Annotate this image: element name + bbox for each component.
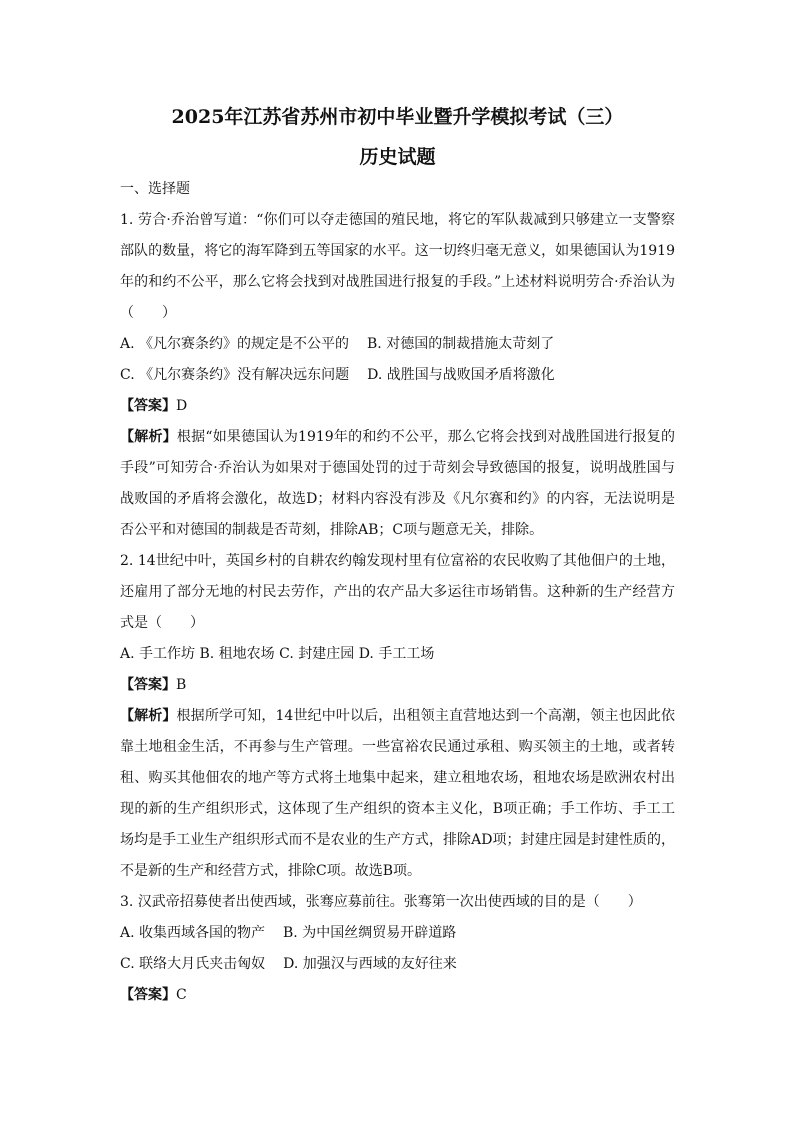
- question-2: [120, 546, 675, 887]
- option-a: A. 收集西域各国的物产: [120, 925, 266, 941]
- option-a: A. 《凡尔赛条约》的规定是不公平的: [120, 336, 350, 352]
- question-stem: 1. 劳合·乔治曾写道：“你们可以夺走德国的殖民地，将它的军队裁减到只够建立一支警察部队的数量，将它的海军降到五等国家的水平。这一切终归毫无意义，如果德国认为1919年的和约不公平，那么它将会找到对战胜国进行报复的手段。”上述材料说明劳合·乔治认为（ ）: [120, 212, 675, 321]
- answer-line: [120, 980, 675, 1011]
- analysis-label: 【解析】: [120, 429, 177, 445]
- option-c: C. 联络大月氏夹击匈奴: [120, 956, 266, 972]
- option-b: B. 为中国丝绸贸易开辟道路: [283, 925, 457, 941]
- analysis-text: 根据“如果德国认为1919年的和约不公平，那么它将会找到对战胜国进行报复的手段”可知劳合·乔治认为如果对于德国处罚的过于苛刻会导致德国的报复，说明战胜国与战败国的矛盾将会激化，故选D；材料内容没有涉及《凡尔赛和约》的内容，无法说明是否公平和对德国的制裁是否苛刻，排除AB；C项与题意无关，排除。: [120, 429, 675, 538]
- option-row: [120, 329, 675, 360]
- option-d: D. 战胜国与战败国矛盾将激化: [367, 367, 555, 383]
- exam-subtitle: 历史试题: [359, 146, 436, 168]
- option-b: B. 对德国的制裁措施太苛刻了: [367, 336, 555, 352]
- option-row: [120, 360, 675, 391]
- option-c: C. 《凡尔赛条约》没有解决远东问题: [120, 367, 350, 383]
- section-heading: 一、选择题: [120, 181, 190, 197]
- answer-label: 【答案】: [120, 398, 176, 414]
- page-content: [120, 100, 675, 1011]
- answer-label: 【答案】: [120, 677, 176, 693]
- answer-value: B: [176, 677, 187, 693]
- answer-line: [120, 670, 675, 701]
- analysis-block: [120, 422, 675, 546]
- option-row: [120, 918, 675, 949]
- option-b: B. 租地农场: [199, 646, 275, 662]
- option-a: A. 手工作坊: [120, 646, 196, 662]
- question-1: [120, 205, 675, 546]
- option-row: [120, 949, 675, 980]
- option-d: D. 加强汉与西域的友好往来: [283, 956, 457, 972]
- analysis-label: 【解析】: [120, 708, 177, 724]
- analysis-block: [120, 701, 675, 887]
- exam-title: 2025年江苏省苏州市初中毕业暨升学模拟考试（三）: [171, 106, 624, 128]
- option-row: [120, 639, 675, 670]
- answer-label: 【答案】: [120, 987, 176, 1003]
- analysis-text: 根据所学可知，14世纪中叶以后，出租领主直营地达到一个高潮，领主也因此依靠土地租金生活，不再参与生产管理。一些富裕农民通过承租、购买领主的土地，或者转租、购买其他佃农的地产等方式将土地集中起来，建立租地农场，租地农场是欧洲农村出现的新的生产组织形式，这体现了生产组织的资本主义化，B项正确；手工作坊、手工工场均是手工业生产组织形式而不是农业的生产方式，排除AD项；封建庄园是封建性质的，不是新的生产和经营方式，排除C项。故选B项。: [120, 708, 676, 879]
- answer-value: D: [176, 398, 188, 414]
- option-c: C. 封建庄园: [279, 646, 355, 662]
- answer-line: [120, 391, 675, 422]
- question-3: [120, 887, 675, 1011]
- answer-value: C: [176, 987, 187, 1003]
- question-stem: 3. 汉武帝招募使者出使西域，张骞应募前往。张骞第一次出使西域的目的是（ ）: [120, 894, 642, 910]
- option-d: D. 手工工场: [358, 646, 435, 662]
- question-stem: 2. 14世纪中叶，英国乡村的自耕农约翰发现村里有位富裕的农民收购了其他佃户的土地，还雇用了部分无地的村民去劳作，产出的农产品大多运往市场销售。这种新的生产经营方式是（ ）: [120, 553, 675, 631]
